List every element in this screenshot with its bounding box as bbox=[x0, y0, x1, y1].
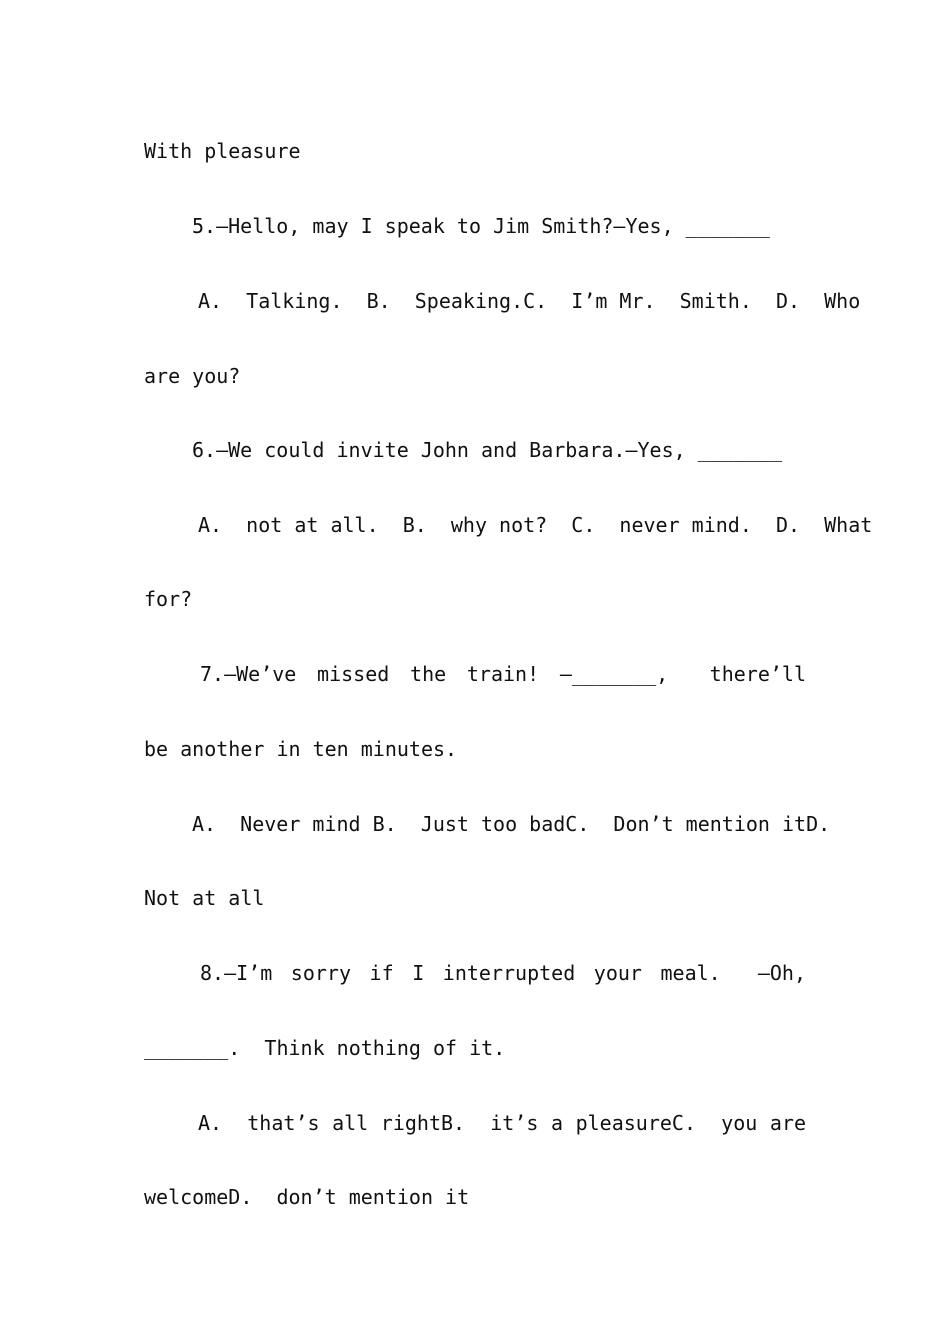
question-8-continued: _______. Think nothing of it. bbox=[144, 1036, 506, 1060]
question-6: 6.—We could invite John and Barbara.—Yes, _______ bbox=[192, 438, 783, 462]
question-8-options: A. that’s all rightB. it’s a pleasureC. you are bbox=[198, 1111, 806, 1135]
question-7-options-continued: Not at all bbox=[144, 886, 265, 910]
question-7-continued: be another in ten minutes. bbox=[144, 737, 458, 761]
question-8-options-continued: welcomeD. don’t mention it bbox=[144, 1185, 470, 1209]
question-8: 8.—I’m sorry if I interrupted your meal. —Oh, bbox=[200, 961, 806, 985]
question-5-options-continued: are you? bbox=[144, 364, 241, 388]
question-7: 7.—We’ve missed the train! —_______, there’ll bbox=[200, 662, 806, 686]
question-5: 5.—Hello, may I speak to Jim Smith?—Yes, _______ bbox=[192, 214, 770, 238]
text-line-answer-fragment: With pleasure bbox=[144, 139, 301, 163]
question-5-options: A. Talking. B. Speaking.C. I’m Mr. Smith. D. Who bbox=[198, 289, 861, 313]
question-7-options: A. Never mind B. Just too badC. Don’t mention itD. bbox=[192, 812, 831, 836]
question-6-options: A. not at all. B. why not? C. never mind. D. What bbox=[198, 513, 873, 537]
question-6-options-continued: for? bbox=[144, 587, 193, 611]
